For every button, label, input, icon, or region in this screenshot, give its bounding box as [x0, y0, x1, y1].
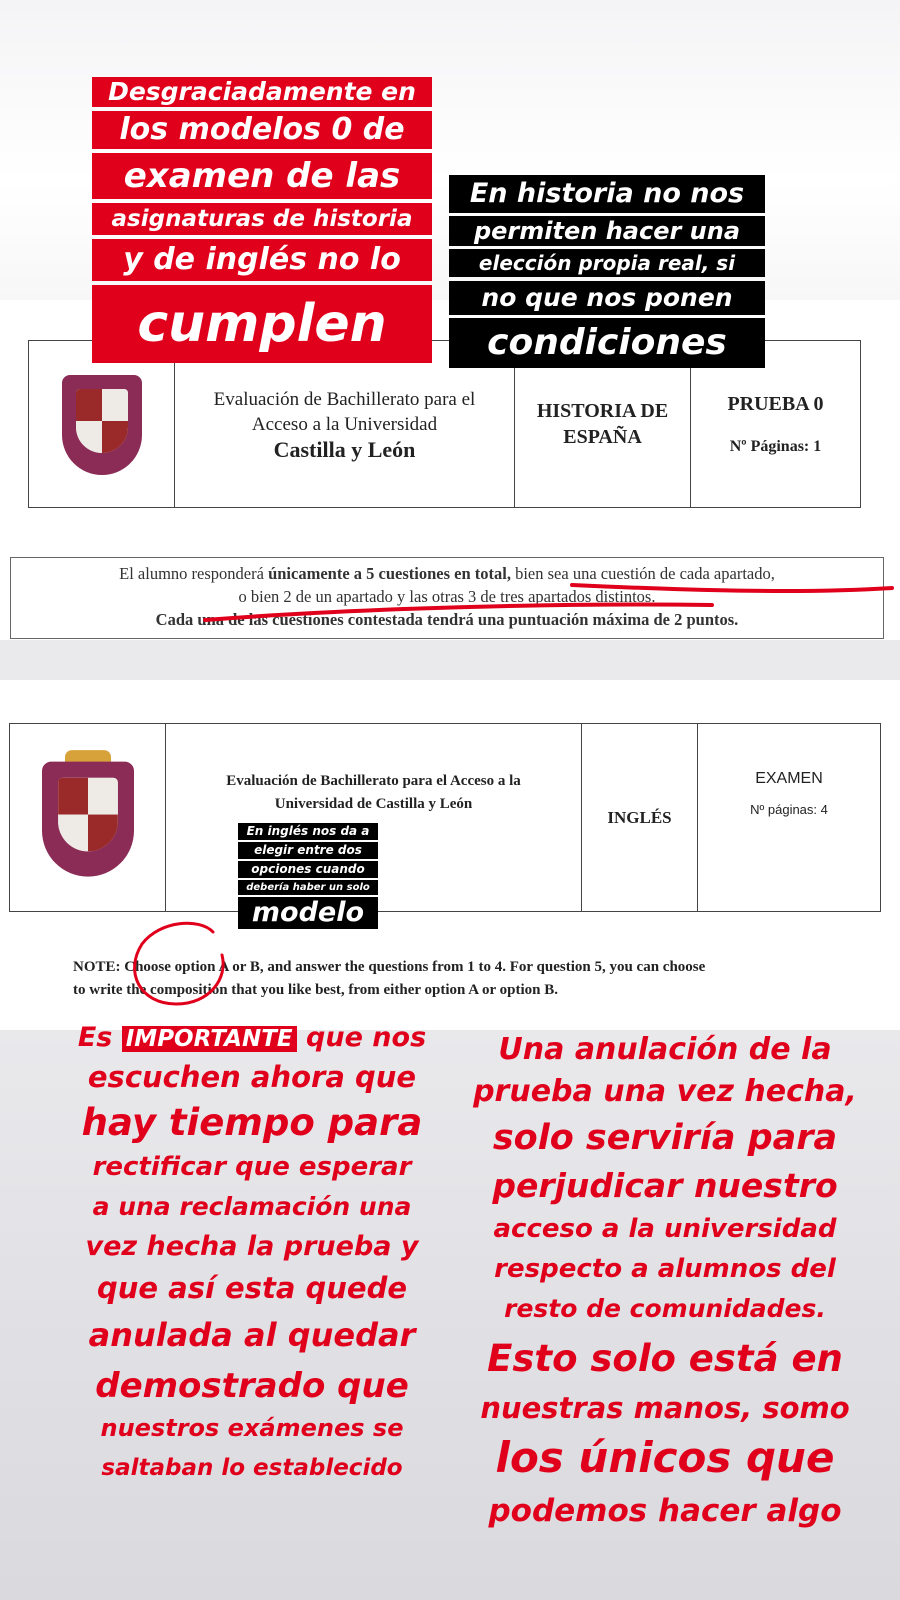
- sticker-line-1: En historia no nos: [449, 175, 765, 213]
- subject-line1: HISTORIA DE: [536, 400, 669, 422]
- message-line-11: saltaban lo establecido: [101, 1455, 403, 1481]
- sticker-line-6: cumplen: [92, 285, 432, 363]
- sticker-line-4: debería haber un solo: [238, 880, 378, 895]
- circle-annotation: [135, 923, 224, 1004]
- instr-part2: únicamente a 5 cuestiones en total,: [268, 564, 511, 583]
- sticker-line-2: permiten hacer una: [449, 216, 765, 246]
- underline-stroke-1: [572, 585, 892, 591]
- sticker-line-4: no que nos ponen: [449, 281, 765, 315]
- header-line1: Evaluación de Bachillerato para el Acceso a la: [226, 773, 521, 789]
- message-line-1: Una anulación de la: [498, 1032, 832, 1067]
- message-line-3: solo serviría para: [492, 1118, 838, 1158]
- message-line-9: demostrado que: [95, 1366, 409, 1406]
- sticker-line-5: modelo: [238, 897, 378, 929]
- important-highlight: IMPORTANTE: [122, 1026, 297, 1052]
- exam-label: EXAMEN: [755, 770, 823, 787]
- instr-part3: bien sea una cuestión de cada apartado,: [510, 564, 775, 583]
- pages-label: Nº páginas: 4: [750, 802, 828, 817]
- message-line-2: prueba una vez hecha,: [473, 1074, 857, 1109]
- header-line1: Evaluación de Bachillerato para el: [213, 388, 476, 410]
- instructions-line2: o bien 2 de un apartado y las otras 3 de tres apartados distintos.: [238, 587, 656, 606]
- sticker-line-5: y de inglés no lo: [92, 239, 432, 281]
- pages-label: Nº Páginas: 1: [729, 437, 822, 455]
- message-line-5: acceso a la universidad: [493, 1214, 837, 1244]
- sticker-line-1: Desgraciadamente en: [92, 77, 432, 107]
- message-line-8: anulada al quedar: [88, 1316, 416, 1354]
- header-line2: Universidad de Castilla y León: [274, 796, 473, 812]
- instructions-line3: Cada una de las cuestiones contestada tendrá una puntuación máxima de 2 puntos.: [155, 610, 739, 629]
- message-line-4: perjudicar nuestro: [492, 1166, 838, 1205]
- underline-stroke-2: [205, 605, 712, 620]
- first-rest: que nos: [306, 1022, 427, 1053]
- message-line-11: podemos hacer algo: [488, 1493, 842, 1529]
- sticker-line-3: opciones cuando: [238, 861, 378, 878]
- header-line2: Acceso a la Universidad: [251, 413, 438, 435]
- message-line-4: rectificar que esperar: [92, 1152, 412, 1182]
- note-line2: to write the composition that you like best, from either option A or option B.: [73, 982, 558, 998]
- sticker-line-2: los modelos 0 de: [92, 111, 432, 149]
- subject-line2: ESPAÑA: [563, 426, 642, 448]
- message-line-7: resto de comunidades.: [504, 1294, 826, 1323]
- message-line-6: respecto a alumnos del: [494, 1254, 836, 1284]
- sticker-line-4: asignaturas de historia: [92, 203, 432, 235]
- message-line-6: vez hecha la prueba y: [85, 1231, 419, 1262]
- sticker-line-5: condiciones: [449, 318, 765, 368]
- message-line-7: que así esta quede: [97, 1271, 407, 1305]
- instr-part1: El alumno responderá: [119, 564, 269, 583]
- message-line-3: hay tiempo para: [81, 1101, 423, 1144]
- message-line-8: Esto solo está en: [487, 1337, 843, 1380]
- sticker-line-2: elegir entre dos: [238, 842, 378, 859]
- message-line-9: nuestras manos, somo: [480, 1391, 850, 1425]
- header-line3: Castilla y León: [273, 436, 416, 462]
- sticker-line-3: elección propia real, si: [449, 249, 765, 277]
- subject: INGLÉS: [607, 807, 672, 827]
- message-line-5: a una reclamación una: [92, 1192, 412, 1221]
- message-line-2: escuchen ahora que: [87, 1060, 417, 1094]
- message-first-line: [62, 1020, 442, 1057]
- message-line-10: los únicos que: [495, 1433, 835, 1482]
- first-word: Es: [77, 1022, 113, 1053]
- sticker-line-1: En inglés nos da a: [238, 823, 378, 840]
- message-line-10: nuestros exámenes se: [100, 1414, 404, 1442]
- note-line1: NOTE: Choose option A or B, and answer the questions from 1 to 4. For question 5, you can choose: [73, 959, 706, 975]
- exam-label: PRUEBA 0: [727, 392, 824, 415]
- sticker-line-3: examen de las: [92, 153, 432, 199]
